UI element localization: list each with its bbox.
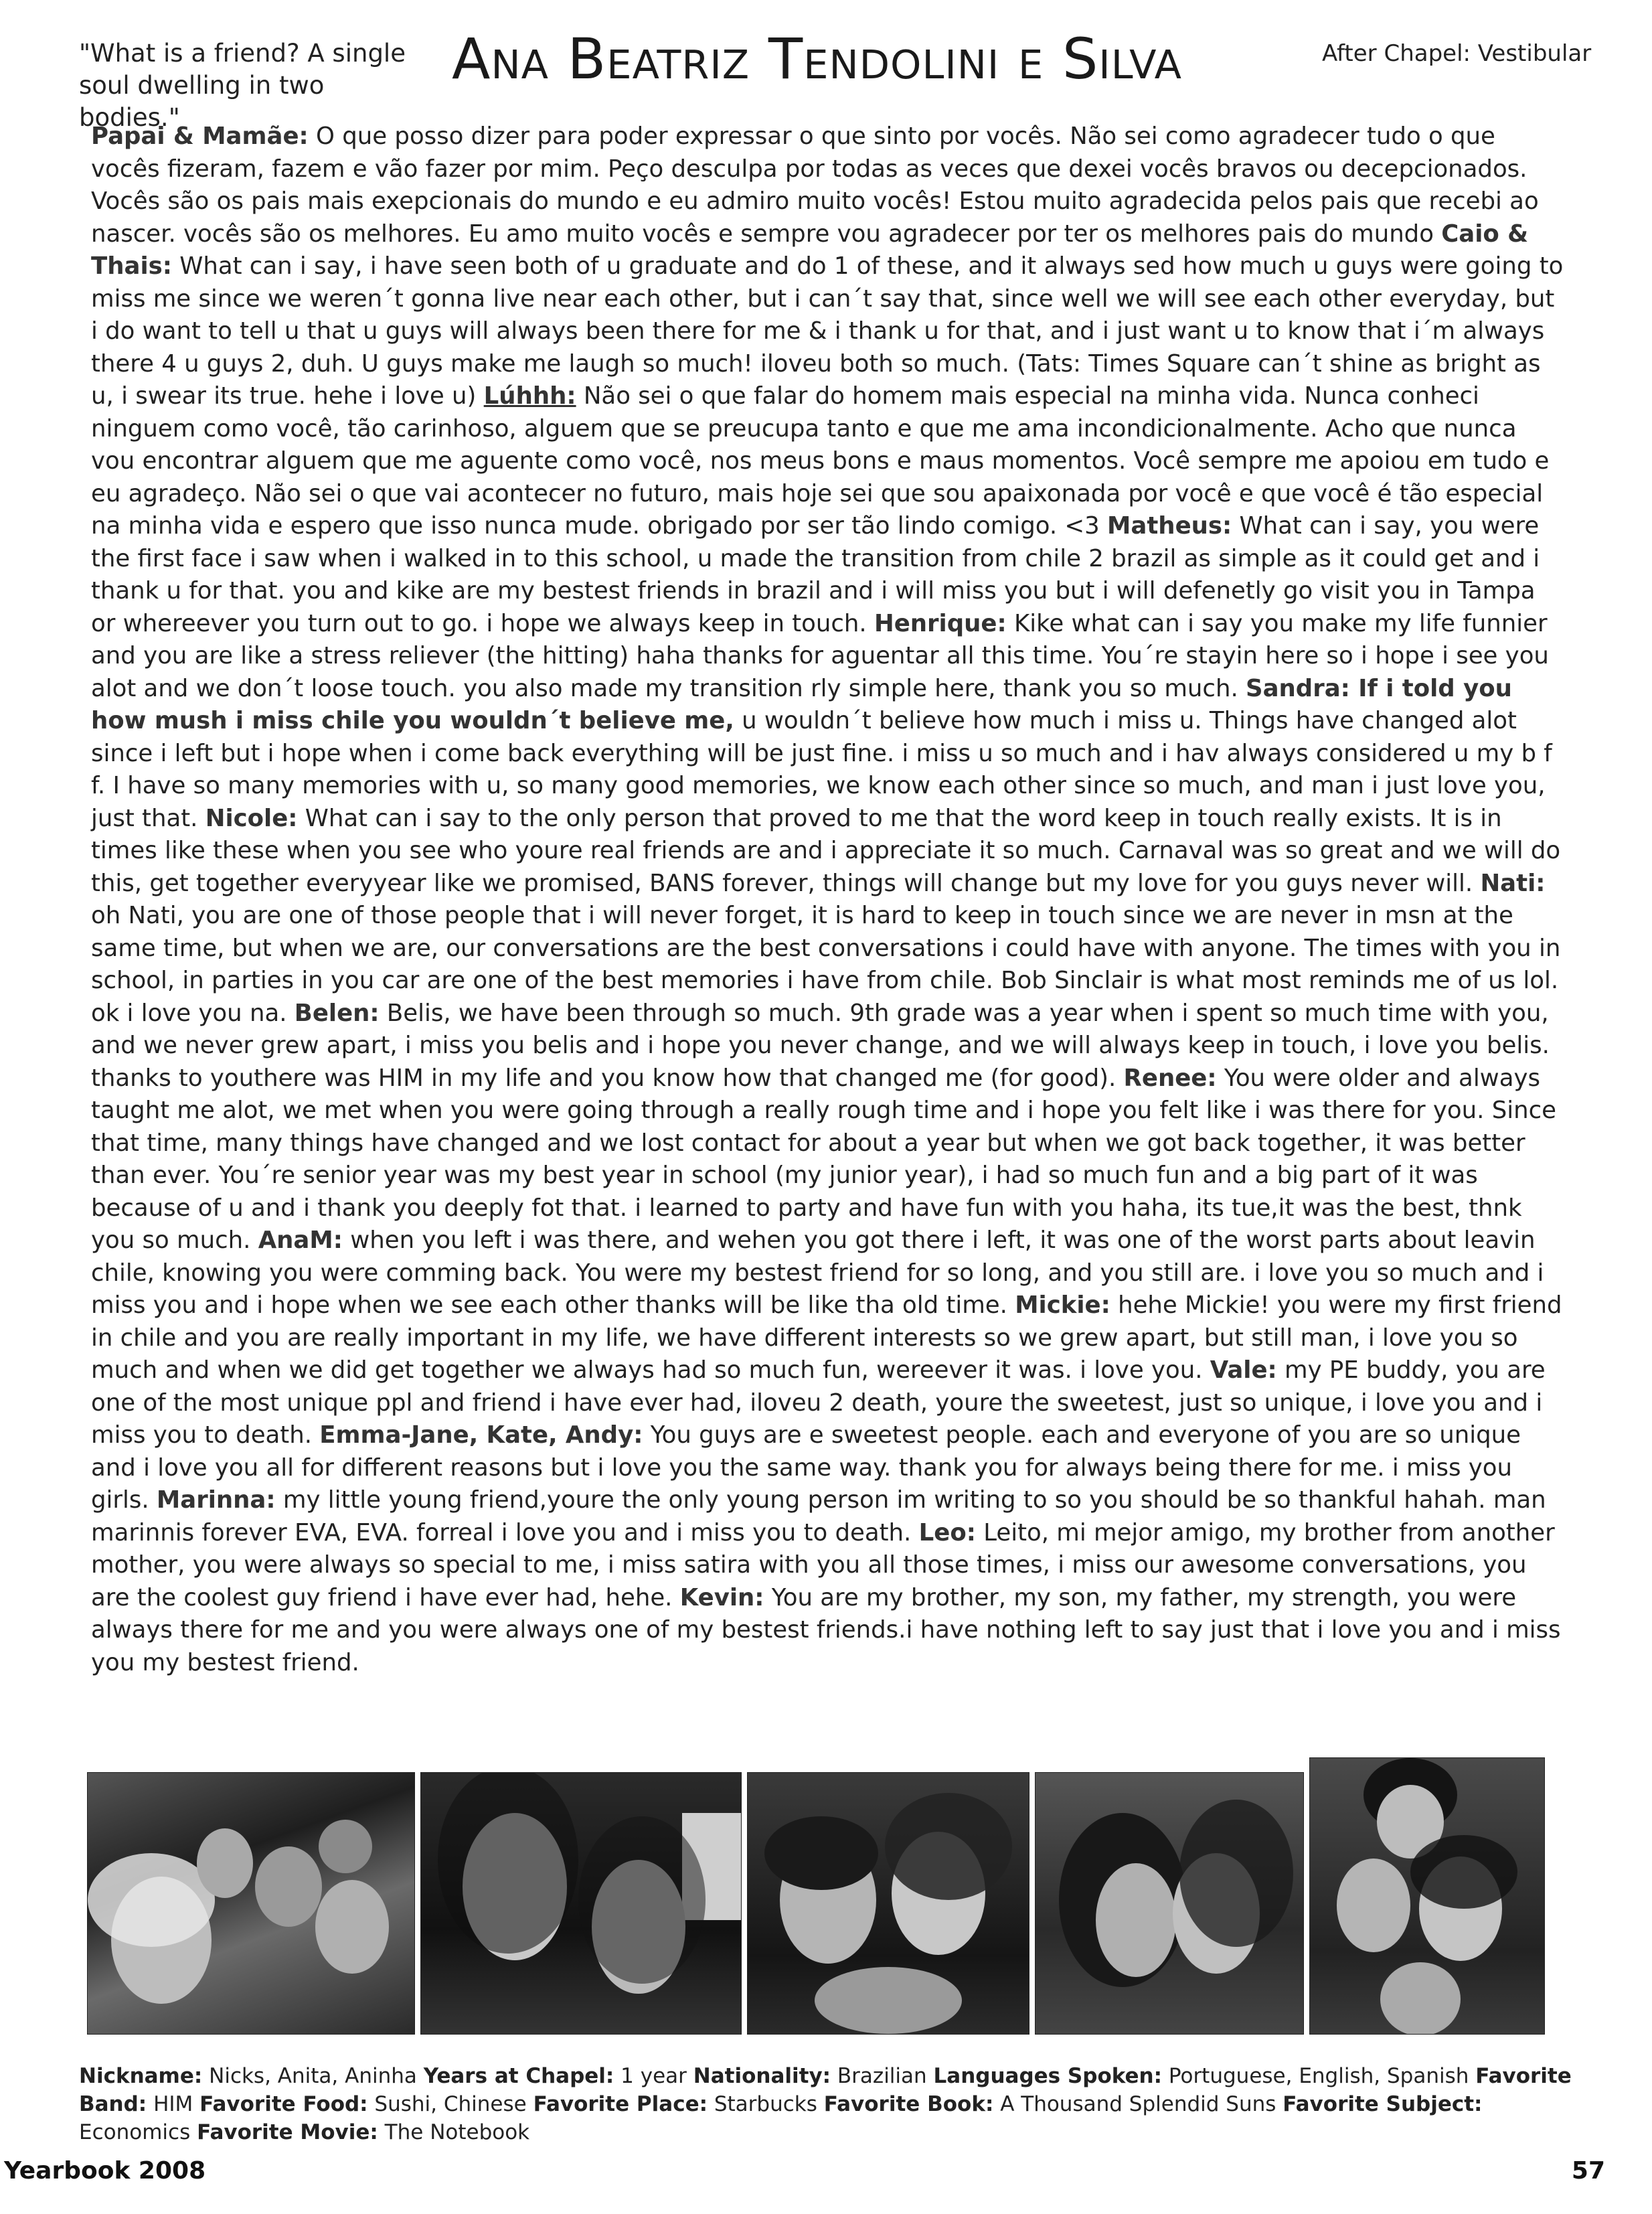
dedication-text: O que posso dizer para poder expressar o que sinto por vocês. Não sei como agradecer tudo o que vocês fizeram, fazem e vão fazer por mim. Peço desculpa por todas as veces que dexei vocês bravos ou decepcionados. Vocês são os pais mais exepcionais do mundo e eu admiro muito vocês! Estou muito agradecida pelos pais que recebi ao nascer. vocês são os melhores. Eu amo muito vocês e sempre vou agradecer por ter os melhores pais do mundo — [91, 123, 1539, 248]
dedication-text: You were older and always taught me alot, we met when you were going through a really rough time and i hope you felt like i was there for you. Since that time, many things have changed and we lost contact for about a year but when we got back together, it was better than ever. You´re senior year was my best year in school (my junior year), i had so much fun and a big part of it was because of u and i thank you deeply fot that. i learned to party and have fun with you haha, its tue,it was the best, thnk you so much. — [91, 1064, 1556, 1254]
fact-value: Nicks, Anita, Aninha — [202, 2064, 424, 2088]
dedication-text: when you left i was there, and wehen you got there i left, it was one of the worst parts about leavin chile, knowing you were comming back. You were my bestest friend for so long, and you still are. i love you so much and i miss you and i hope when we see each other thanks will be like tha old time. — [91, 1227, 1544, 1319]
dedication-label: Lúhhh: — [483, 382, 576, 410]
photo-couple — [747, 1772, 1029, 2035]
fact-label: Favorite Book: — [823, 2092, 994, 2116]
dedication-text: You guys are e sweetest people. each and everyone of you are so unique and i love you all for different reasons but i love you the same way. thank you for always being there for me. i miss you girls. — [91, 1421, 1521, 1514]
photo-strip — [87, 1757, 1546, 2035]
fact-label: Favorite Food: — [199, 2092, 368, 2116]
fact-value: Portuguese, English, Spanish — [1162, 2064, 1476, 2088]
dedication-text: Leito, mi mejor amigo, my brother from another mother, you were always so special to me, i miss satira with you all those times, i miss our awesome conversations, you are the coolest guy friend i have ever had, hehe. — [91, 1518, 1555, 1611]
fact-value: A Thousand Splendid Suns — [993, 2092, 1283, 2116]
dedication-text: What can i say, i have seen both of u graduate and do 1 of these, and it always sed how much u guys were going to miss me since we weren´t gonna live near each other, but i can´t say that, since well we will see each other everyday, but i do want to tell u that u guys will always been there for me & i thank u for that, and i just want u to know that i´m always there 4 u guys 2, duh. U guys make me laugh so much! iloveu both so much. (Tats: Times Square can´t shine as bright as u, i swear its true. hehe i love u) — [91, 252, 1564, 410]
fact-value: HIM — [147, 2092, 200, 2116]
fact-label: Favorite Band: — [79, 2064, 1572, 2116]
dedication-text: my little young friend,youre the only young person im writing to so you should be so thankful hahah. man marinnis forever EVA, EVA. forreal i love you and i miss you to death. — [91, 1486, 1546, 1547]
dedication-label: Caio & Thais: — [91, 220, 1529, 280]
dedication-label: Sandra: If i told you how mush i miss chile you wouldn´t believe me, — [91, 674, 1512, 734]
dedication-label: Nati: — [1480, 869, 1546, 897]
yearbook-label: Yearbook 2008 — [4, 2157, 206, 2185]
photo-kiss — [1035, 1772, 1304, 2035]
dedication-label: Nicole: — [205, 804, 298, 832]
fact-value: 1 year — [614, 2064, 693, 2088]
fact-label: Nationality: — [693, 2064, 831, 2088]
dedication-text: What can i say to the only person that proved to me that the word keep in touch really exists. It is in times like these when you see who youre real friends are and i appreciate it so much. Carnaval was so great and we will do this, get together everyyear like we promised, BANS forever, things will change but my love for you guys never will. — [91, 804, 1561, 897]
dedications-text — [91, 121, 1567, 1679]
fact-value: The Notebook — [378, 2120, 530, 2144]
dedication-label: Kevin: — [679, 1583, 764, 1611]
dedication-label: Renee: — [1123, 1064, 1217, 1092]
photo-kiss-image — [1036, 1773, 1303, 2034]
fact-value: Sushi, Chinese — [367, 2092, 533, 2116]
dedication-label: Emma-Jane, Kate, Andy: — [319, 1421, 643, 1449]
dedication-label: Matheus: — [1107, 512, 1232, 540]
dedication-text: Não sei o que falar do homem mais especial na minha vida. Nunca conheci ninguem como você, tão carinhoso, alguem que se preucupa tanto e que me ama incondicionalmente. Acho que nunca vou encontrar alguem que me aguente como você, nos meus bons e maus momentos. Você sempre me apoiou em tudo e eu agradeço. Não sei o que vai acontecer no futuro, mais hoje sei que sou apaixonada por você e que você é tão especial na minha vida e espero que isso nunca mude. obrigado por ser tão lindo comigo. <3 — [91, 382, 1550, 540]
fact-label: Favorite Movie: — [197, 2120, 378, 2144]
fact-value: Economics — [79, 2120, 197, 2144]
dedication-text: u wouldn´t believe how much i miss u. Things have changed alot since i left but i hope when i come back everything will be just fine. i miss u so much and i hav always considered u my b f f. I have so many memories with u, so many good memories, we know each other since so much, and man i just love you, just that. — [91, 707, 1552, 832]
photo-three-friends-image — [1310, 1758, 1544, 2034]
fact-label: Favorite Place: — [533, 2092, 708, 2116]
header-quote: "What is a friend? A single soul dwelling in two bodies." — [79, 39, 406, 132]
dedication-text: oh Nati, you are one of those people that i will never forget, it is hard to keep in touch since we are never in msn at the same time, but when we are, our conversations are the best conversations i could have with anyone. The times with you in school, in parties in you car are one of the best memories i have from chile. Bob Sinclair is what most reminds me of us lol. ok i love you na. — [91, 902, 1561, 1027]
dedication-text: my PE buddy, you are one of the most unique ppl and friend i have ever had, iloveu 2 death, youre the sweetest, just so unique, i love you and i miss you to death. — [91, 1356, 1546, 1449]
student-name: Ana Beatriz Tendolini e Silva — [452, 26, 1183, 92]
fact-label: Years at Chapel: — [423, 2064, 614, 2088]
page-number: 57 — [1571, 2157, 1605, 2185]
fact-label: Nickname: — [79, 2064, 203, 2088]
dedication-label: Leo: — [918, 1518, 976, 1547]
fact-label: Languages Spoken: — [933, 2064, 1163, 2088]
fact-value: Brazilian — [831, 2064, 934, 2088]
photo-three-friends — [1309, 1757, 1545, 2035]
dedication-label: Mickie: — [1015, 1291, 1110, 1319]
photo-group-friends — [87, 1772, 415, 2035]
student-facts — [79, 2062, 1572, 2146]
photo-group-friends-image — [88, 1773, 414, 2034]
dedication-label: Belen: — [294, 999, 380, 1027]
dedication-text: Kike what can i say you make my life funnier and you are like a stress reliever (the hitting) haha thanks for aguentar all this time. You´re stayin here so i hope i see you alot and we don´t loose touch. you also made my transition rly simple here, thank you so much. — [91, 609, 1549, 702]
dedication-text: You are my brother, my son, my father, my strength, you were always there for me and you were always one of my bestest friends.i have nothing left to say just that i love you and i miss you my bestest friend. — [91, 1583, 1561, 1676]
dedication-text: Belis, we have been through so much. 9th grade was a year when i spent so much time with you, and we never grew apart, i miss you belis and i hope you never change, and we will always keep in touch, i love you belis. thanks to youthere was HIM in my life and you know how that changed me (for good). — [91, 999, 1550, 1092]
dedication-label: Vale: — [1210, 1356, 1277, 1384]
fact-label: Favorite Subject: — [1283, 2092, 1483, 2116]
dedication-label: Marinna: — [156, 1486, 276, 1514]
photo-two-girls-image — [421, 1773, 741, 2034]
dedication-text: What can i say, you were the first face i saw when i walked in to this school, u made the transition from chile 2 brazil as simple as it could get and i thank u for that. you and kike are my bestest friends in brazil and i will miss you but i will defenetly go visit you in Tampa or whereever you turn out to go. i hope we always keep in touch. — [91, 512, 1540, 637]
fact-value: Starbucks — [708, 2092, 824, 2116]
photo-two-girls — [420, 1772, 742, 2035]
after-chapel-plan: After Chapel: Vestibular — [1322, 40, 1592, 67]
dedication-label: Henrique: — [874, 609, 1007, 637]
photo-couple-image — [748, 1773, 1029, 2034]
dedication-label: AnaM: — [258, 1227, 343, 1254]
dedication-label: Papai & Mamãe: — [91, 123, 309, 150]
dedication-text: hehe Mickie! you were my first friend in chile and you are really important in my life, we have different interests so we grew apart, but still man, i love you so much and when we did get together we always had so much fun, wereever it was. i love you. — [91, 1291, 1562, 1384]
